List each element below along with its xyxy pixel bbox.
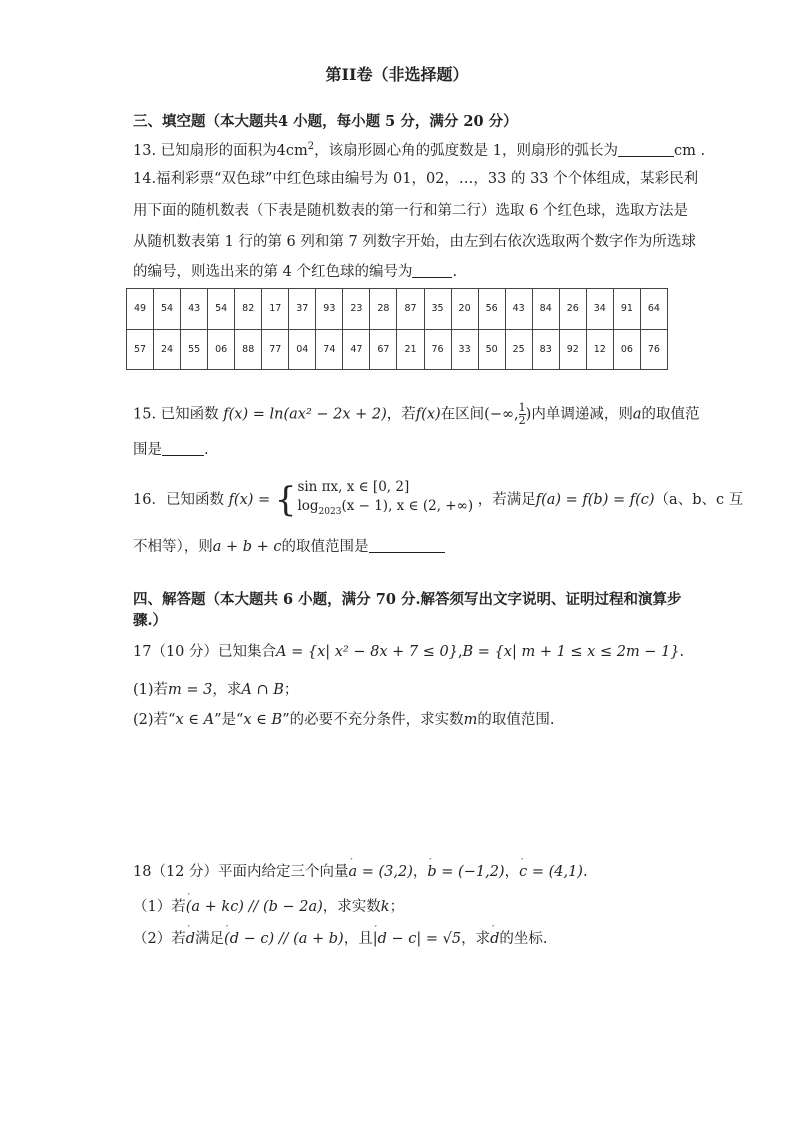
table-cell: 43 [505,289,532,330]
page-title: 第II卷（非选择题） [325,65,469,84]
question-14-line4: 的编号，则选出来的第 4 个红色球的编号为 . [133,264,458,280]
question-16-line2: 不相等），则a + b + c的取值范围是 [133,538,445,556]
table-cell: 50 [478,329,505,370]
section4-heading: 四、解答题（本大题共 6 小题，满分 70 分.解答须写出文字说明、证明过程和演算步 [133,591,682,608]
section3-heading: 三、填空题（本大题共4 小题，每小题 5 分，满分 20 分） [133,113,518,130]
table-cell: 76 [424,329,451,370]
random-number-table [126,288,668,370]
table-cell: 49 [127,289,154,330]
table-cell: 74 [316,329,343,370]
table-cell: 92 [559,329,586,370]
question-14-line1: 14.福利彩票“双色球”中红色球由编号为 01，02，…，33 的 33 个个体组成，某彩民利 [133,171,699,187]
table-row [127,329,668,370]
answer-blank[interactable] [618,142,674,157]
question-15-line2: 围是 . [133,442,209,458]
table-cell: 21 [397,329,424,370]
question-17: 17（10 分）已知集合A = {x| x² − 8x + 7 ≤ 0},B = {x| m + 1 ≤ x ≤ 2m − 1}. [133,644,685,660]
table-cell: 67 [370,329,397,370]
table-cell: 20 [451,289,478,330]
table-cell: 88 [235,329,262,370]
table-cell: 34 [586,289,613,330]
question-14-line3: 从随机数表第 1 行的第 6 列和第 7 列数字开始，由左到右依次选取两个数字作为所选球 [133,234,696,250]
table-cell: 54 [154,289,181,330]
table-cell: 87 [397,289,424,330]
question-16: 16．已知函数 f(x) = { sin πx, x ∈ [0, 2] $\log_{2023}(x - 1)$, x ∈ (2, +∞) ，若满足f(a) = f(b) = f(c)（a、b、c 互 [133,479,744,520]
table-cell: 93 [316,289,343,330]
table-cell: 06 [613,329,640,370]
table-cell: 47 [343,329,370,370]
question-13: 13. 已知扇形的面积为$4cm^2$，该扇形圆心角的弧度数是 1，则扇形的弧长为 cm . [133,141,706,159]
table-cell: 17 [262,289,289,330]
table-cell: 33 [451,329,478,370]
question-17-part1: (1)若m = 3，求A ∩ B； [133,682,299,698]
table-cell: 24 [154,329,181,370]
table-cell: 91 [613,289,640,330]
question-15: 15. 已知函数 f(x) = ln(ax² − 2x + 2)，若f(x)在区间(−∞, $\frac{1}{2}$ )内单调递减，则a的取值范 [133,401,700,427]
table-cell: 55 [181,329,208,370]
table-cell: 35 [424,289,451,330]
table-cell: 56 [478,289,505,330]
table-cell: 64 [640,289,667,330]
question-18-part2: （2）若′ d满足′ (d − c) // (a + b)，且′ |d − c| = √5，求′ d的坐标. [133,930,548,948]
table-cell: 43 [181,289,208,330]
table-cell: 82 [235,289,262,330]
table-cell: 25 [505,329,532,370]
question-17-part2: (2)若“x ∈ A”是“x ∈ B”的必要不充分条件，求实数m的取值范围. [133,712,555,728]
table-cell: 84 [532,289,559,330]
piecewise-cases: sin πx, x ∈ [0, 2] $\log_{2023}(x - 1)$, x ∈ (2, +∞) [297,479,474,517]
table-cell: 26 [559,289,586,330]
table-cell: 23 [343,289,370,330]
answer-blank[interactable] [162,441,204,456]
table-cell: 28 [370,289,397,330]
table-cell: 37 [289,289,316,330]
answer-blank[interactable] [412,263,452,278]
table-cell: 04 [289,329,316,370]
table-cell: 76 [640,329,667,370]
table-cell: 83 [532,329,559,370]
section4-heading-line2: 骤.） [133,612,168,629]
question-14-line2: 用下面的随机数表（下表是随机数表的第一行和第二行）选取 6 个红色球，选取方法是 [133,203,688,219]
table-cell: 54 [208,289,235,330]
table-cell: 77 [262,329,289,370]
question-18: 18（12 分）平面内给定三个向量′ a = (3,2)，′ b = (−1,2)，′ c = (4,1). [133,863,588,881]
table-cell: 57 [127,329,154,370]
question-18-part1: （1）若′ (a + kc) // (b − 2a)，求实数k； [133,898,404,916]
table-cell: 12 [586,329,613,370]
answer-blank[interactable] [369,538,445,553]
table-row [127,289,668,330]
table-cell: 06 [208,329,235,370]
